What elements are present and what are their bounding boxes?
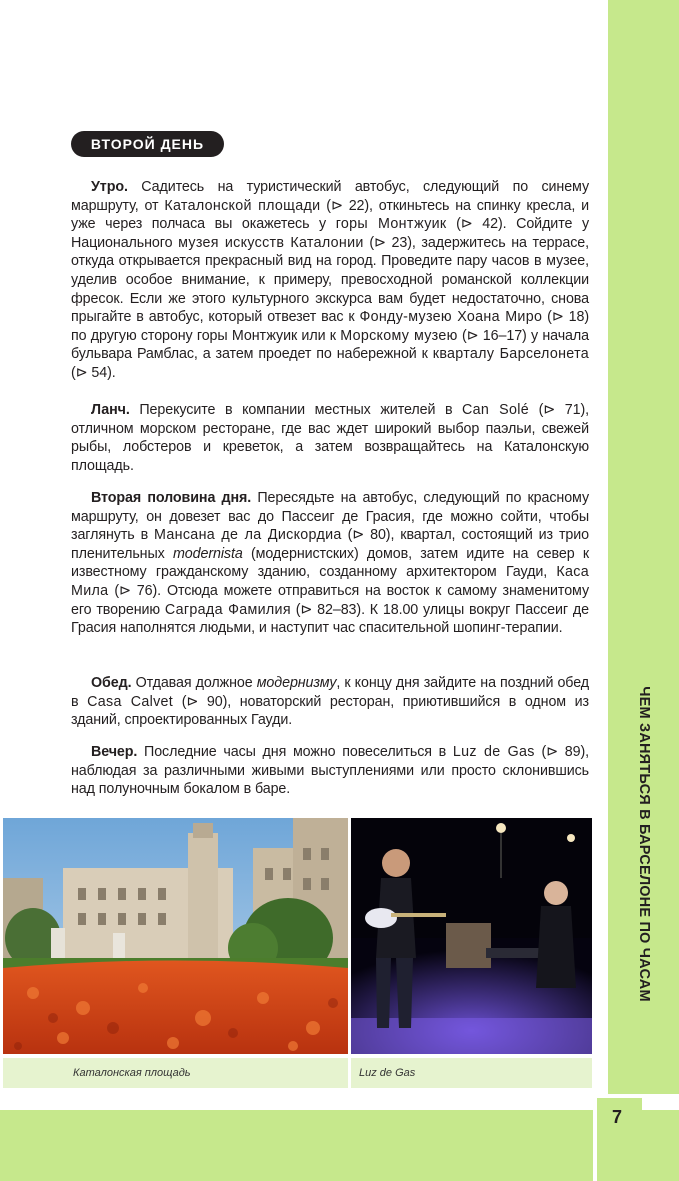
section-heading: Вечер. [91, 744, 138, 760]
place-link: Каталонской площади [164, 197, 321, 214]
section-morning: Утро. Садитесь на туристический автобус, следующий по синему маршруту, от Каталонской площади (⊳ 22), откиньтесь на спинку кресла, и уже через полчаса вы окажетесь у горы Монтжуик (⊳ 42). Сойдите у Национального музея искусств Каталонии (⊳ 23), задержитесь на террасе, откуда открывается прекрасный вид на город. Проведите пару часов в музее, уделив особое внимание, к примеру, превосходной романской коллекции фресок. Если же этого культурного экскурса вам будет недостаточно, снова прыгайте в автобус, который отвезет вас к Фонду-музею Хоана Миро (⊳ 18) по другую сторону горы Монтжуик или к Морскому музею (⊳ 16–17) у начала бульвара Рамблас, а затем проедет по набережной к кварталу Барселонета (⊳ 54). [71, 179, 590, 381]
photo-caption: Luz de Gas [359, 1067, 416, 1079]
place-link: Фонду-музею Хоана Миро [359, 309, 543, 326]
plaza-catalunya-photo [3, 818, 348, 1054]
luz-de-gas-concert-photo [351, 818, 592, 1054]
place-link: кварталу Барселонета [432, 346, 590, 363]
bottom-band [0, 1110, 679, 1181]
section-lunch: Ланч. Перекусите в компании местных жителей в Can Solé (⊳ 71), отличном морском ресторане, где вас ждет широкий выбор паэльи, свежей рыбы, лобстеров и креветок, а затем возвращайтесь на Каталонскую площадь. [71, 402, 589, 474]
place-link: Luz de Gas [452, 744, 535, 760]
photo-card-luz-de-gas [351, 818, 592, 1088]
section-heading: Ланч. [91, 402, 130, 418]
section-heading: Вторая половина дня. [91, 490, 252, 506]
section-afternoon: Вторая половина дня. Пересядьте на автобус, следующий по красному маршруту, он довезет вас до Пассеиг де Грасия, где можно сойти, чтобы заглянуть в Мансана де ла Дискордиа (⊳ 80), квартал, состоящий из трио пленительных modernista (модернистских) домов, затем идите на север к известному гражданскому зданию, созданному архитектором Гауди, Каса Мила (⊳ 76). Отсюда можете отправиться на восток к самому знаменитому его творению Саграда Фамилия (⊳ 82–83). К 18.00 улицы вокруг Пассеиг де Грасия наполнятся людьми, и наступит час спасительной шопинг-терапии. [71, 490, 590, 637]
section-heading: Обед. [91, 675, 132, 691]
photo-card-plaza [3, 818, 348, 1088]
place-link: Can Solé [462, 402, 529, 418]
place-link: Саграда Фамилия [164, 601, 291, 618]
photo-caption: Каталонская площадь [73, 1067, 191, 1079]
italic-term: modernista [172, 545, 243, 562]
day-heading-badge: ВТОРОЙ ДЕНЬ [71, 131, 224, 157]
section-title-vertical: ЧЕМ ЗАНЯТЬСЯ В БАРСЕЛОНЕ ПО ЧАСАМ [636, 686, 652, 1002]
place-link: Морскому музею [340, 327, 458, 344]
place-link: музея искусств Каталонии [178, 234, 364, 251]
italic-term: модернизму [256, 675, 337, 691]
place-link: горы Монтжуик [335, 216, 447, 233]
section-evening: Вечер. Последние часы дня можно повеселиться в Luz de Gas (⊳ 89), наблюдая за различными живыми выступлениями или просто склонившись над полуночным бокалом в баре. [71, 744, 589, 798]
section-heading: Утро. [91, 179, 128, 195]
place-link: Casa Calvet [87, 693, 174, 710]
page-number: 7 [612, 1107, 623, 1127]
place-link: Мансана де ла Дискордиа [154, 527, 342, 544]
section-dinner: Обед. Отдавая должное модернизму, к концу дня зайдите на поздний обед в Casa Calvet (⊳ 90), новаторский ресторан, приютившийся в одном из зданий, спроектированных Гауди. [71, 675, 590, 729]
place-link: Каса Мила [71, 564, 589, 599]
